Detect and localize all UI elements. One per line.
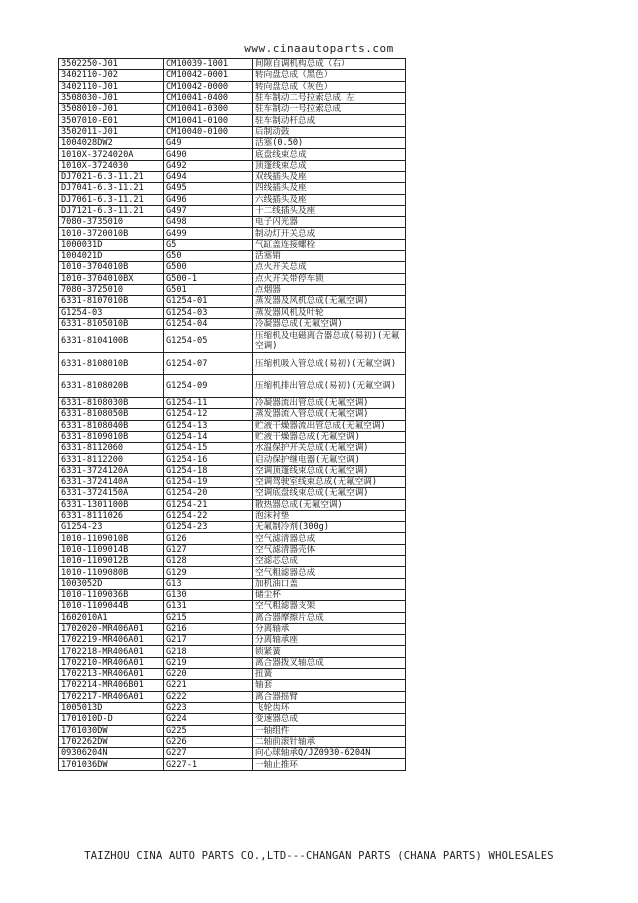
part-number-cell: 6331-3724150A bbox=[59, 488, 164, 499]
code-cell: G500 bbox=[164, 262, 253, 273]
description-cell: 压缩机及电磁离合器总成(易初)(无氟空调) bbox=[253, 330, 406, 353]
code-cell: G1254-19 bbox=[164, 476, 253, 487]
part-number-cell: 3402110-J02 bbox=[59, 70, 164, 81]
table-row bbox=[59, 635, 406, 646]
table-row bbox=[59, 533, 406, 544]
description-cell: 向心球轴承Q/JZ0930-6204N bbox=[253, 748, 406, 759]
code-cell: G226 bbox=[164, 736, 253, 747]
part-number-cell: 6331-8108030B bbox=[59, 397, 164, 408]
table-row bbox=[59, 409, 406, 420]
part-number-cell: 1010X-3724020A bbox=[59, 149, 164, 160]
table-row bbox=[59, 612, 406, 623]
part-number-cell: 6331-8108040B bbox=[59, 420, 164, 431]
description-cell: 储尘杯 bbox=[253, 589, 406, 600]
table-row bbox=[59, 59, 406, 70]
part-number-cell: 1010-3720010B bbox=[59, 228, 164, 239]
website-url: www.cinaautoparts.com bbox=[244, 42, 394, 55]
table-row bbox=[59, 273, 406, 284]
code-cell: G499 bbox=[164, 228, 253, 239]
code-cell: G223 bbox=[164, 702, 253, 713]
part-number-cell: 1701036DW bbox=[59, 759, 164, 770]
table-row bbox=[59, 126, 406, 137]
code-cell: G49 bbox=[164, 138, 253, 149]
code-cell: CM10042-0000 bbox=[164, 81, 253, 92]
code-cell: CM10039-1001 bbox=[164, 59, 253, 70]
part-number-cell: 1602010A1 bbox=[59, 612, 164, 623]
code-cell: G1254-21 bbox=[164, 499, 253, 510]
part-number-cell: 1702210-MR406A01 bbox=[59, 657, 164, 668]
part-number-cell: 6331-3724120A bbox=[59, 465, 164, 476]
table-row bbox=[59, 318, 406, 329]
code-cell: G126 bbox=[164, 533, 253, 544]
description-cell: 空气滤清器壳体 bbox=[253, 544, 406, 555]
part-number-cell: 6331-8108020B bbox=[59, 375, 164, 398]
part-number-cell: DJ7121-6.3-11.21 bbox=[59, 205, 164, 216]
code-cell: G496 bbox=[164, 194, 253, 205]
code-cell: G219 bbox=[164, 657, 253, 668]
description-cell: 后制动鼓 bbox=[253, 126, 406, 137]
table-row bbox=[59, 138, 406, 149]
description-cell: 扭簧 bbox=[253, 669, 406, 680]
part-number-cell: 3507010-E01 bbox=[59, 115, 164, 126]
description-cell: 启动保护继电器(无氟空调) bbox=[253, 454, 406, 465]
table-row bbox=[59, 443, 406, 454]
part-number-cell: 7080-3725010 bbox=[59, 284, 164, 295]
code-cell: CM10042-0001 bbox=[164, 70, 253, 81]
code-cell: G498 bbox=[164, 217, 253, 228]
code-cell: G497 bbox=[164, 205, 253, 216]
description-cell: 点烟器 bbox=[253, 284, 406, 295]
part-number-cell: 6331-8104100B bbox=[59, 330, 164, 353]
part-number-cell: DJ7021-6.3-11.21 bbox=[59, 171, 164, 182]
table-row bbox=[59, 160, 406, 171]
code-cell: G1254-15 bbox=[164, 443, 253, 454]
code-cell: G215 bbox=[164, 612, 253, 623]
description-cell: 轴套 bbox=[253, 680, 406, 691]
table-row bbox=[59, 171, 406, 182]
code-cell: G501 bbox=[164, 284, 253, 295]
code-cell: G1254-01 bbox=[164, 296, 253, 307]
code-cell: G225 bbox=[164, 725, 253, 736]
part-number-cell: 1702213-MR406A01 bbox=[59, 669, 164, 680]
description-cell: 泡沫衬垫 bbox=[253, 510, 406, 521]
description-cell: 一轴止推环 bbox=[253, 759, 406, 770]
part-number-cell: 09306204N bbox=[59, 748, 164, 759]
table-row bbox=[59, 499, 406, 510]
table-row bbox=[59, 578, 406, 589]
part-number-cell: 1010-1109010B bbox=[59, 533, 164, 544]
code-cell: G129 bbox=[164, 567, 253, 578]
description-cell: 空调顶篷线束总成(无氟空调) bbox=[253, 465, 406, 476]
code-cell: G220 bbox=[164, 669, 253, 680]
part-number-cell: 1010-1109044B bbox=[59, 601, 164, 612]
table-row bbox=[59, 748, 406, 759]
table-row bbox=[59, 115, 406, 126]
code-cell: G50 bbox=[164, 251, 253, 262]
description-cell: 分离轴承 bbox=[253, 623, 406, 634]
code-cell: G131 bbox=[164, 601, 253, 612]
description-cell: 空气滤清器总成 bbox=[253, 533, 406, 544]
table-row bbox=[59, 522, 406, 533]
code-cell: G1254-14 bbox=[164, 431, 253, 442]
code-cell: G217 bbox=[164, 635, 253, 646]
description-cell: 间隙自调机构总成（右） bbox=[253, 59, 406, 70]
code-cell: G221 bbox=[164, 680, 253, 691]
table-row bbox=[59, 601, 406, 612]
description-cell: 贮液干燥器总成(无氟空调) bbox=[253, 431, 406, 442]
table-row bbox=[59, 431, 406, 442]
part-number-cell: G1254-23 bbox=[59, 522, 164, 533]
part-number-cell: 6331-1301100B bbox=[59, 499, 164, 510]
description-cell: 压缩机排出管总成(易初)(无氟空调) bbox=[253, 375, 406, 398]
table-row bbox=[59, 284, 406, 295]
part-number-cell: 1701010D-D bbox=[59, 714, 164, 725]
table-row bbox=[59, 476, 406, 487]
description-cell: 点火开关总成 bbox=[253, 262, 406, 273]
description-cell: 散热器总成(无氟空调) bbox=[253, 499, 406, 510]
code-cell: G1254-20 bbox=[164, 488, 253, 499]
description-cell: 二轴前滚针轴承 bbox=[253, 736, 406, 747]
code-cell: G128 bbox=[164, 556, 253, 567]
description-cell: 转向盘总成（黑色） bbox=[253, 70, 406, 81]
table-row bbox=[59, 544, 406, 555]
table-row bbox=[59, 228, 406, 239]
table-row bbox=[59, 589, 406, 600]
table-row bbox=[59, 81, 406, 92]
part-number-cell: 6331-8108010B bbox=[59, 352, 164, 375]
description-cell: 电子闪光器 bbox=[253, 217, 406, 228]
table-row bbox=[59, 725, 406, 736]
part-number-cell: 1010X-3724030 bbox=[59, 160, 164, 171]
description-cell: 贮液干燥器流出管总成(无氟空调) bbox=[253, 420, 406, 431]
table-row bbox=[59, 217, 406, 228]
table-row bbox=[59, 375, 406, 398]
code-cell: CM10040-0100 bbox=[164, 126, 253, 137]
part-number-cell: 1701030DW bbox=[59, 725, 164, 736]
description-cell: 顶篷线束总成 bbox=[253, 160, 406, 171]
table-row bbox=[59, 251, 406, 262]
table-row bbox=[59, 205, 406, 216]
description-cell: 六线插头及座 bbox=[253, 194, 406, 205]
table-row bbox=[59, 567, 406, 578]
part-number-cell: 1010-3704010B bbox=[59, 262, 164, 273]
description-cell: 蒸发器及风机总成(无氟空调) bbox=[253, 296, 406, 307]
code-cell: G224 bbox=[164, 714, 253, 725]
code-cell: G1254-12 bbox=[164, 409, 253, 420]
code-cell: G494 bbox=[164, 171, 253, 182]
description-cell: 底盘线束总成 bbox=[253, 149, 406, 160]
part-number-cell: DJ7041-6.3-11.21 bbox=[59, 183, 164, 194]
part-number-cell: 1702217-MR406A01 bbox=[59, 691, 164, 702]
part-number-cell: 6331-8112060 bbox=[59, 443, 164, 454]
description-cell: 气缸盖连接螺栓 bbox=[253, 239, 406, 250]
code-cell: G1254-04 bbox=[164, 318, 253, 329]
code-cell: G1254-22 bbox=[164, 510, 253, 521]
part-number-cell: 6331-8107010B bbox=[59, 296, 164, 307]
code-cell: G1254-09 bbox=[164, 375, 253, 398]
code-cell: CM10041-0300 bbox=[164, 104, 253, 115]
code-cell: G490 bbox=[164, 149, 253, 160]
parts-table-body bbox=[59, 59, 406, 771]
description-cell: 锁紧簧 bbox=[253, 646, 406, 657]
code-cell: CM10041-0400 bbox=[164, 92, 253, 103]
description-cell: 驻车制动一号拉索总成 bbox=[253, 104, 406, 115]
table-row bbox=[59, 194, 406, 205]
code-cell: G1254-18 bbox=[164, 465, 253, 476]
part-number-cell: 7080-3735010 bbox=[59, 217, 164, 228]
description-cell: 活塞(0.50) bbox=[253, 138, 406, 149]
table-row bbox=[59, 352, 406, 375]
table-row bbox=[59, 556, 406, 567]
description-cell: 加机油口盖 bbox=[253, 578, 406, 589]
description-cell: 离合器摩擦片总成 bbox=[253, 612, 406, 623]
description-cell: 变速器总成 bbox=[253, 714, 406, 725]
part-number-cell: 3402110-J01 bbox=[59, 81, 164, 92]
table-row bbox=[59, 680, 406, 691]
part-number-cell: 1003052D bbox=[59, 578, 164, 589]
part-number-cell: 6331-8109010B bbox=[59, 431, 164, 442]
table-row bbox=[59, 488, 406, 499]
table-row bbox=[59, 330, 406, 353]
code-cell: G13 bbox=[164, 578, 253, 589]
part-number-cell: 1010-3704010BX bbox=[59, 273, 164, 284]
code-cell: G227 bbox=[164, 748, 253, 759]
description-cell: 蒸发器流入管总成(无氟空调) bbox=[253, 409, 406, 420]
description-cell: 空气粗滤器总成 bbox=[253, 567, 406, 578]
code-cell: G222 bbox=[164, 691, 253, 702]
part-number-cell: 1010-1109036B bbox=[59, 589, 164, 600]
part-number-cell: 1005013D bbox=[59, 702, 164, 713]
table-row bbox=[59, 657, 406, 668]
table-row bbox=[59, 465, 406, 476]
table-row bbox=[59, 759, 406, 770]
code-cell: G227-1 bbox=[164, 759, 253, 770]
description-cell: 冷凝器总成(无氟空调) bbox=[253, 318, 406, 329]
code-cell: G5 bbox=[164, 239, 253, 250]
code-cell: G1254-11 bbox=[164, 397, 253, 408]
description-cell: 活塞销 bbox=[253, 251, 406, 262]
footer-company: TAIZHOU CINA AUTO PARTS CO.,LTD---CHANGAN PARTS (CHANA PARTS) WHOLESALES bbox=[84, 850, 554, 862]
description-cell: 制动灯开关总成 bbox=[253, 228, 406, 239]
part-number-cell: 6331-8111026 bbox=[59, 510, 164, 521]
description-cell: 冷凝器流出管总成(无氟空调) bbox=[253, 397, 406, 408]
part-number-cell: G1254-03 bbox=[59, 307, 164, 318]
table-row bbox=[59, 149, 406, 160]
code-cell: G218 bbox=[164, 646, 253, 657]
code-cell: CM10041-0100 bbox=[164, 115, 253, 126]
table-row bbox=[59, 239, 406, 250]
table-row bbox=[59, 420, 406, 431]
description-cell: 空滤芯总成 bbox=[253, 556, 406, 567]
description-cell: 压缩机吸入管总成(易初)(无氟空调) bbox=[253, 352, 406, 375]
part-number-cell: 6331-8108050B bbox=[59, 409, 164, 420]
description-cell: 分离轴承座 bbox=[253, 635, 406, 646]
code-cell: G127 bbox=[164, 544, 253, 555]
part-number-cell: 1702262DW bbox=[59, 736, 164, 747]
code-cell: G1254-07 bbox=[164, 352, 253, 375]
table-row bbox=[59, 454, 406, 465]
description-cell: 空气粗滤器支架 bbox=[253, 601, 406, 612]
code-cell: G130 bbox=[164, 589, 253, 600]
description-cell: 驻车制动二号拉索总成 左 bbox=[253, 92, 406, 103]
description-cell: 空调底盘线束总成(无氟空调) bbox=[253, 488, 406, 499]
description-cell: 离合器摇臂 bbox=[253, 691, 406, 702]
code-cell: G1254-23 bbox=[164, 522, 253, 533]
description-cell: 转向盘总成（灰色） bbox=[253, 81, 406, 92]
part-number-cell: 1004028DW2 bbox=[59, 138, 164, 149]
code-cell: G1254-13 bbox=[164, 420, 253, 431]
table-row bbox=[59, 646, 406, 657]
part-number-cell: 1000031D bbox=[59, 239, 164, 250]
part-number-cell: 6331-3724140A bbox=[59, 476, 164, 487]
table-row bbox=[59, 104, 406, 115]
table-row bbox=[59, 70, 406, 81]
description-cell: 驻车制动杆总成 bbox=[253, 115, 406, 126]
description-cell: 一轴组件 bbox=[253, 725, 406, 736]
description-cell: 空调驾驶室线束总成(无氟空调) bbox=[253, 476, 406, 487]
part-number-cell: 1702020-MR406A01 bbox=[59, 623, 164, 634]
table-row bbox=[59, 262, 406, 273]
part-number-cell: 1010-1109014B bbox=[59, 544, 164, 555]
code-cell: G1254-03 bbox=[164, 307, 253, 318]
description-cell: 无氟制冷剂(300g) bbox=[253, 522, 406, 533]
code-cell: G495 bbox=[164, 183, 253, 194]
description-cell: 双线插头及座 bbox=[253, 171, 406, 182]
description-cell: 水温保护开关总成(无氟空调) bbox=[253, 443, 406, 454]
table-row bbox=[59, 510, 406, 521]
part-number-cell: 1702214-MR406B01 bbox=[59, 680, 164, 691]
description-cell: 飞轮齿环 bbox=[253, 702, 406, 713]
table-row bbox=[59, 702, 406, 713]
code-cell: G1254-05 bbox=[164, 330, 253, 353]
table-row bbox=[59, 183, 406, 194]
part-number-cell: 1702218-MR406A01 bbox=[59, 646, 164, 657]
table-row bbox=[59, 714, 406, 725]
part-number-cell: 6331-8105010B bbox=[59, 318, 164, 329]
part-number-cell: 3508010-J01 bbox=[59, 104, 164, 115]
table-row bbox=[59, 397, 406, 408]
table-row bbox=[59, 296, 406, 307]
parts-table bbox=[58, 58, 406, 771]
table-row bbox=[59, 307, 406, 318]
description-cell: 十二线插头及座 bbox=[253, 205, 406, 216]
code-cell: G500-1 bbox=[164, 273, 253, 284]
description-cell: 点火开关带停车锁 bbox=[253, 273, 406, 284]
description-cell: 离合器拨叉轴总成 bbox=[253, 657, 406, 668]
part-number-cell: 1702219-MR406A01 bbox=[59, 635, 164, 646]
description-cell: 四线插头及座 bbox=[253, 183, 406, 194]
code-cell: G492 bbox=[164, 160, 253, 171]
table-row bbox=[59, 691, 406, 702]
code-cell: G1254-16 bbox=[164, 454, 253, 465]
part-number-cell: 3502250-J01 bbox=[59, 59, 164, 70]
code-cell: G216 bbox=[164, 623, 253, 634]
part-number-cell: 3508030-J01 bbox=[59, 92, 164, 103]
table-row bbox=[59, 736, 406, 747]
part-number-cell: 1010-1109012B bbox=[59, 556, 164, 567]
part-number-cell: 6331-8112200 bbox=[59, 454, 164, 465]
description-cell: 蒸发器风机及叶轮 bbox=[253, 307, 406, 318]
part-number-cell: 3502011-J01 bbox=[59, 126, 164, 137]
table-row bbox=[59, 669, 406, 680]
part-number-cell: 1004021D bbox=[59, 251, 164, 262]
table-row bbox=[59, 623, 406, 634]
part-number-cell: DJ7061-6.3-11.21 bbox=[59, 194, 164, 205]
table-row bbox=[59, 92, 406, 103]
part-number-cell: 1010-1109080B bbox=[59, 567, 164, 578]
